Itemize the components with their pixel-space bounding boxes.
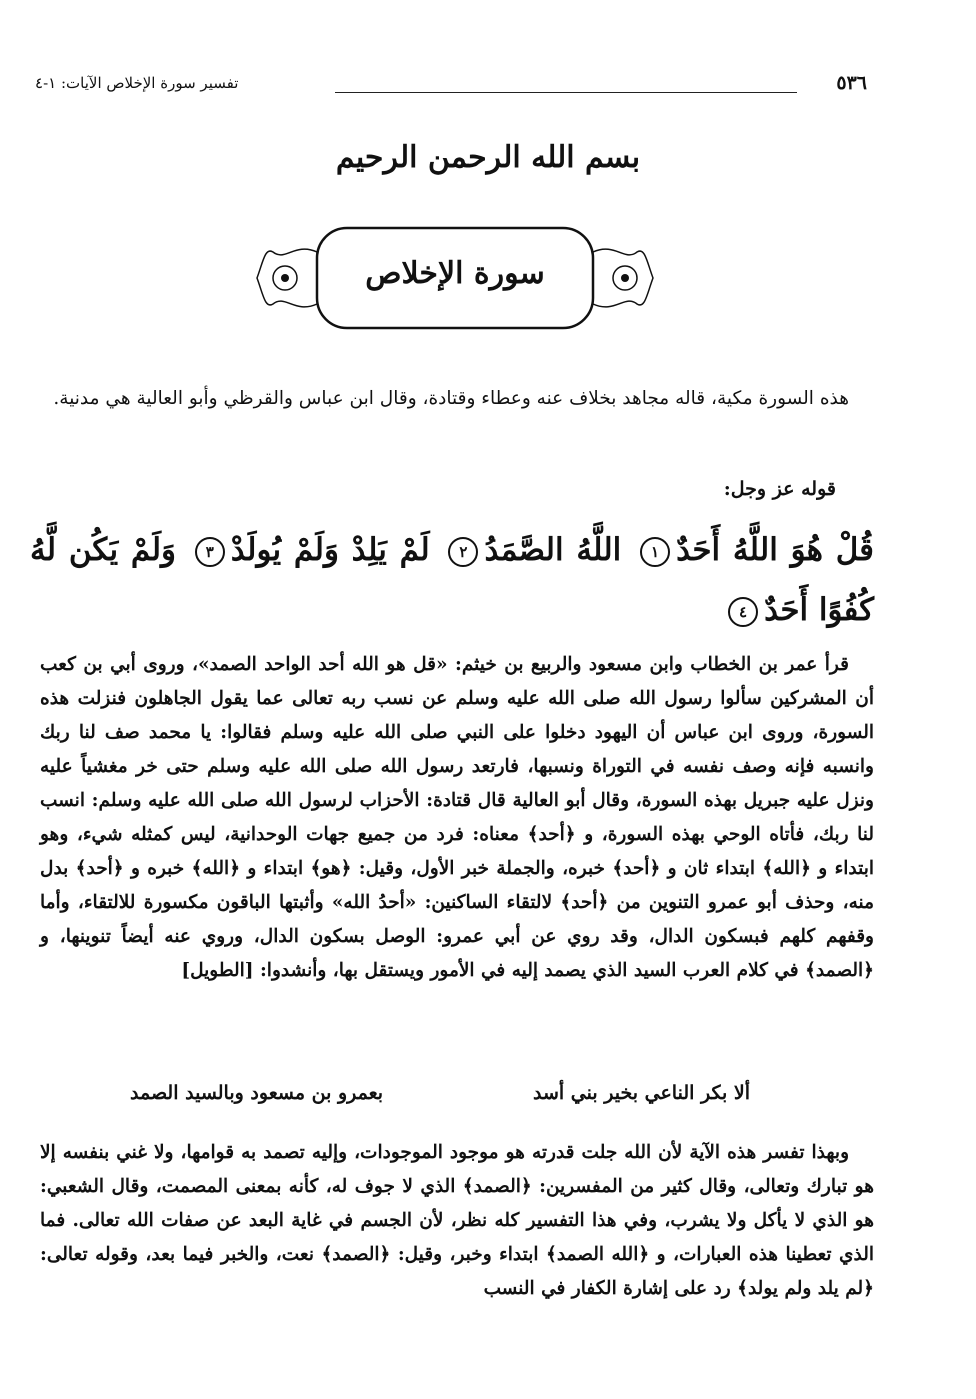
- page-header: [35, 72, 867, 102]
- ayah-number: ٤: [728, 597, 758, 627]
- ayah-number: ٢: [448, 537, 478, 567]
- ayah-text: لَمْ يَلِدْ وَلَمْ يُولَدْ: [230, 532, 430, 568]
- commentary-paragraph: قرأ عمر بن الخطاب وابن مسعود والربيع بن خيثم: «قل هو الله أحد الواحد الصمد»، وروى أبي بن كعب أن المشركين سألوا رسول الله صلى الله عليه وسلم عن نسب ربه تعالى عما يقول الجاهلون فنزلت هذه السورة، وروى ابن عباس أن اليهود دخلوا على النبي صلى الله عليه وسلم فقالوا: يا محمد صف لنا ربك وانسبه فإنه وصف نفسه في التوراة ونسبها، فارتعد رسول الله صلى الله عليه وسلم حتى خر مغشياً عليه ونزل عليه جبريل بهذه السورة، وقال أبو العالية قال قتادة: الأحزاب لرسول الله صلى الله عليه وسلم: انسب لنا ربك، فأتاه الوحي بهذه السورة، و ﴿أحد﴾ معناه: فرد من جميع جهات الوحدانية، ليس كمثله شيء، وهو ابتداء و ﴿الله﴾ ابتداء ثان و ﴿أحد﴾ خبره، والجملة خبر الأول، وقيل: ﴿هو﴾ ابتداء و ﴿الله﴾ خبره و ﴿أحد﴾ بدل منه، وحذف أبو عمرو التنوين من ﴿أحد﴾ لالتقاء الساكنين: «أحدُ الله» وأثبتها الباقون مكسورة للالتقاء، وأما وقفهم كلهم فبسكون الدال، وقد روي عن أبي عمرو: الوصل بسكون الدال، وروي عنه أيضاً تنوينها، و ﴿الصمد﴾ في كلام العرب السيد الذي يصمد إليه في الأمور ويستقل بها، وأنشدوا: [الطويل]: [40, 654, 874, 981]
- ayah-text: قُلْ هُوَ اللَّهُ أَحَدٌ: [676, 532, 874, 568]
- poetry-verse: [130, 1082, 750, 1104]
- ayah-number: ٣: [195, 537, 225, 567]
- ayah-text: وَلَمْ يَكُن لَّهُ كُفُوًا أَحَدٌ: [30, 532, 874, 628]
- basmala: بسم الله الرحمن الرحيم: [335, 140, 641, 175]
- ayah-text: اللَّهُ الصَّمَدُ: [484, 532, 622, 568]
- header-rule: [335, 92, 797, 93]
- page-number: ٥٣٦: [836, 72, 867, 94]
- surah-title: سورة الإخلاص: [365, 256, 545, 291]
- verse-second-hemistich: بعمرو بن مسعود وبالسيد الصمد: [130, 1082, 384, 1104]
- quote-label: قوله عز وجل:: [723, 478, 836, 500]
- surah-title-frame: [255, 222, 655, 334]
- verse-first-hemistich: ألا بكر الناعي بخير بني أسد: [532, 1082, 750, 1104]
- ayah-number: ١: [640, 537, 670, 567]
- running-title: تفسير سورة الإخلاص الآيات: ١-٤: [35, 74, 239, 92]
- ayat-block: [30, 520, 874, 640]
- commentary-paragraph: وبهذا تفسر هذه الآية لأن الله جلت قدرته هو موجود الموجودات، وإليه تصمد به قوامها، ولا غني بنفسه إلا هو تبارك وتعالى، وقال كثير من المفسرين: ﴿الصمد﴾ الذي لا جوف له، كأنه بمعنى المصمت، وقال الشعبي: هو الذي لا يأكل ولا يشرب، وفي هذا التفسير كله نظر، لأن الجسم في غاية البعد عن صفات الله تعالى. فما الذي تعطينا هذه العبارات، و ﴿الله الصمد﴾ ابتداء وخبر، وقيل: ﴿الصمد﴾ نعت، والخبر فيما بعد، وقوله تعالى: ﴿لم يلد ولم يولد﴾ رد على إشارة الكفار في النسب: [40, 1142, 874, 1299]
- intro-paragraph: هذه السورة مكية، قاله مجاهد بخلاف عنه وعطاء وقتادة، وقال ابن عباس والقرظي وأبو العالية هي مدنية.: [53, 388, 849, 409]
